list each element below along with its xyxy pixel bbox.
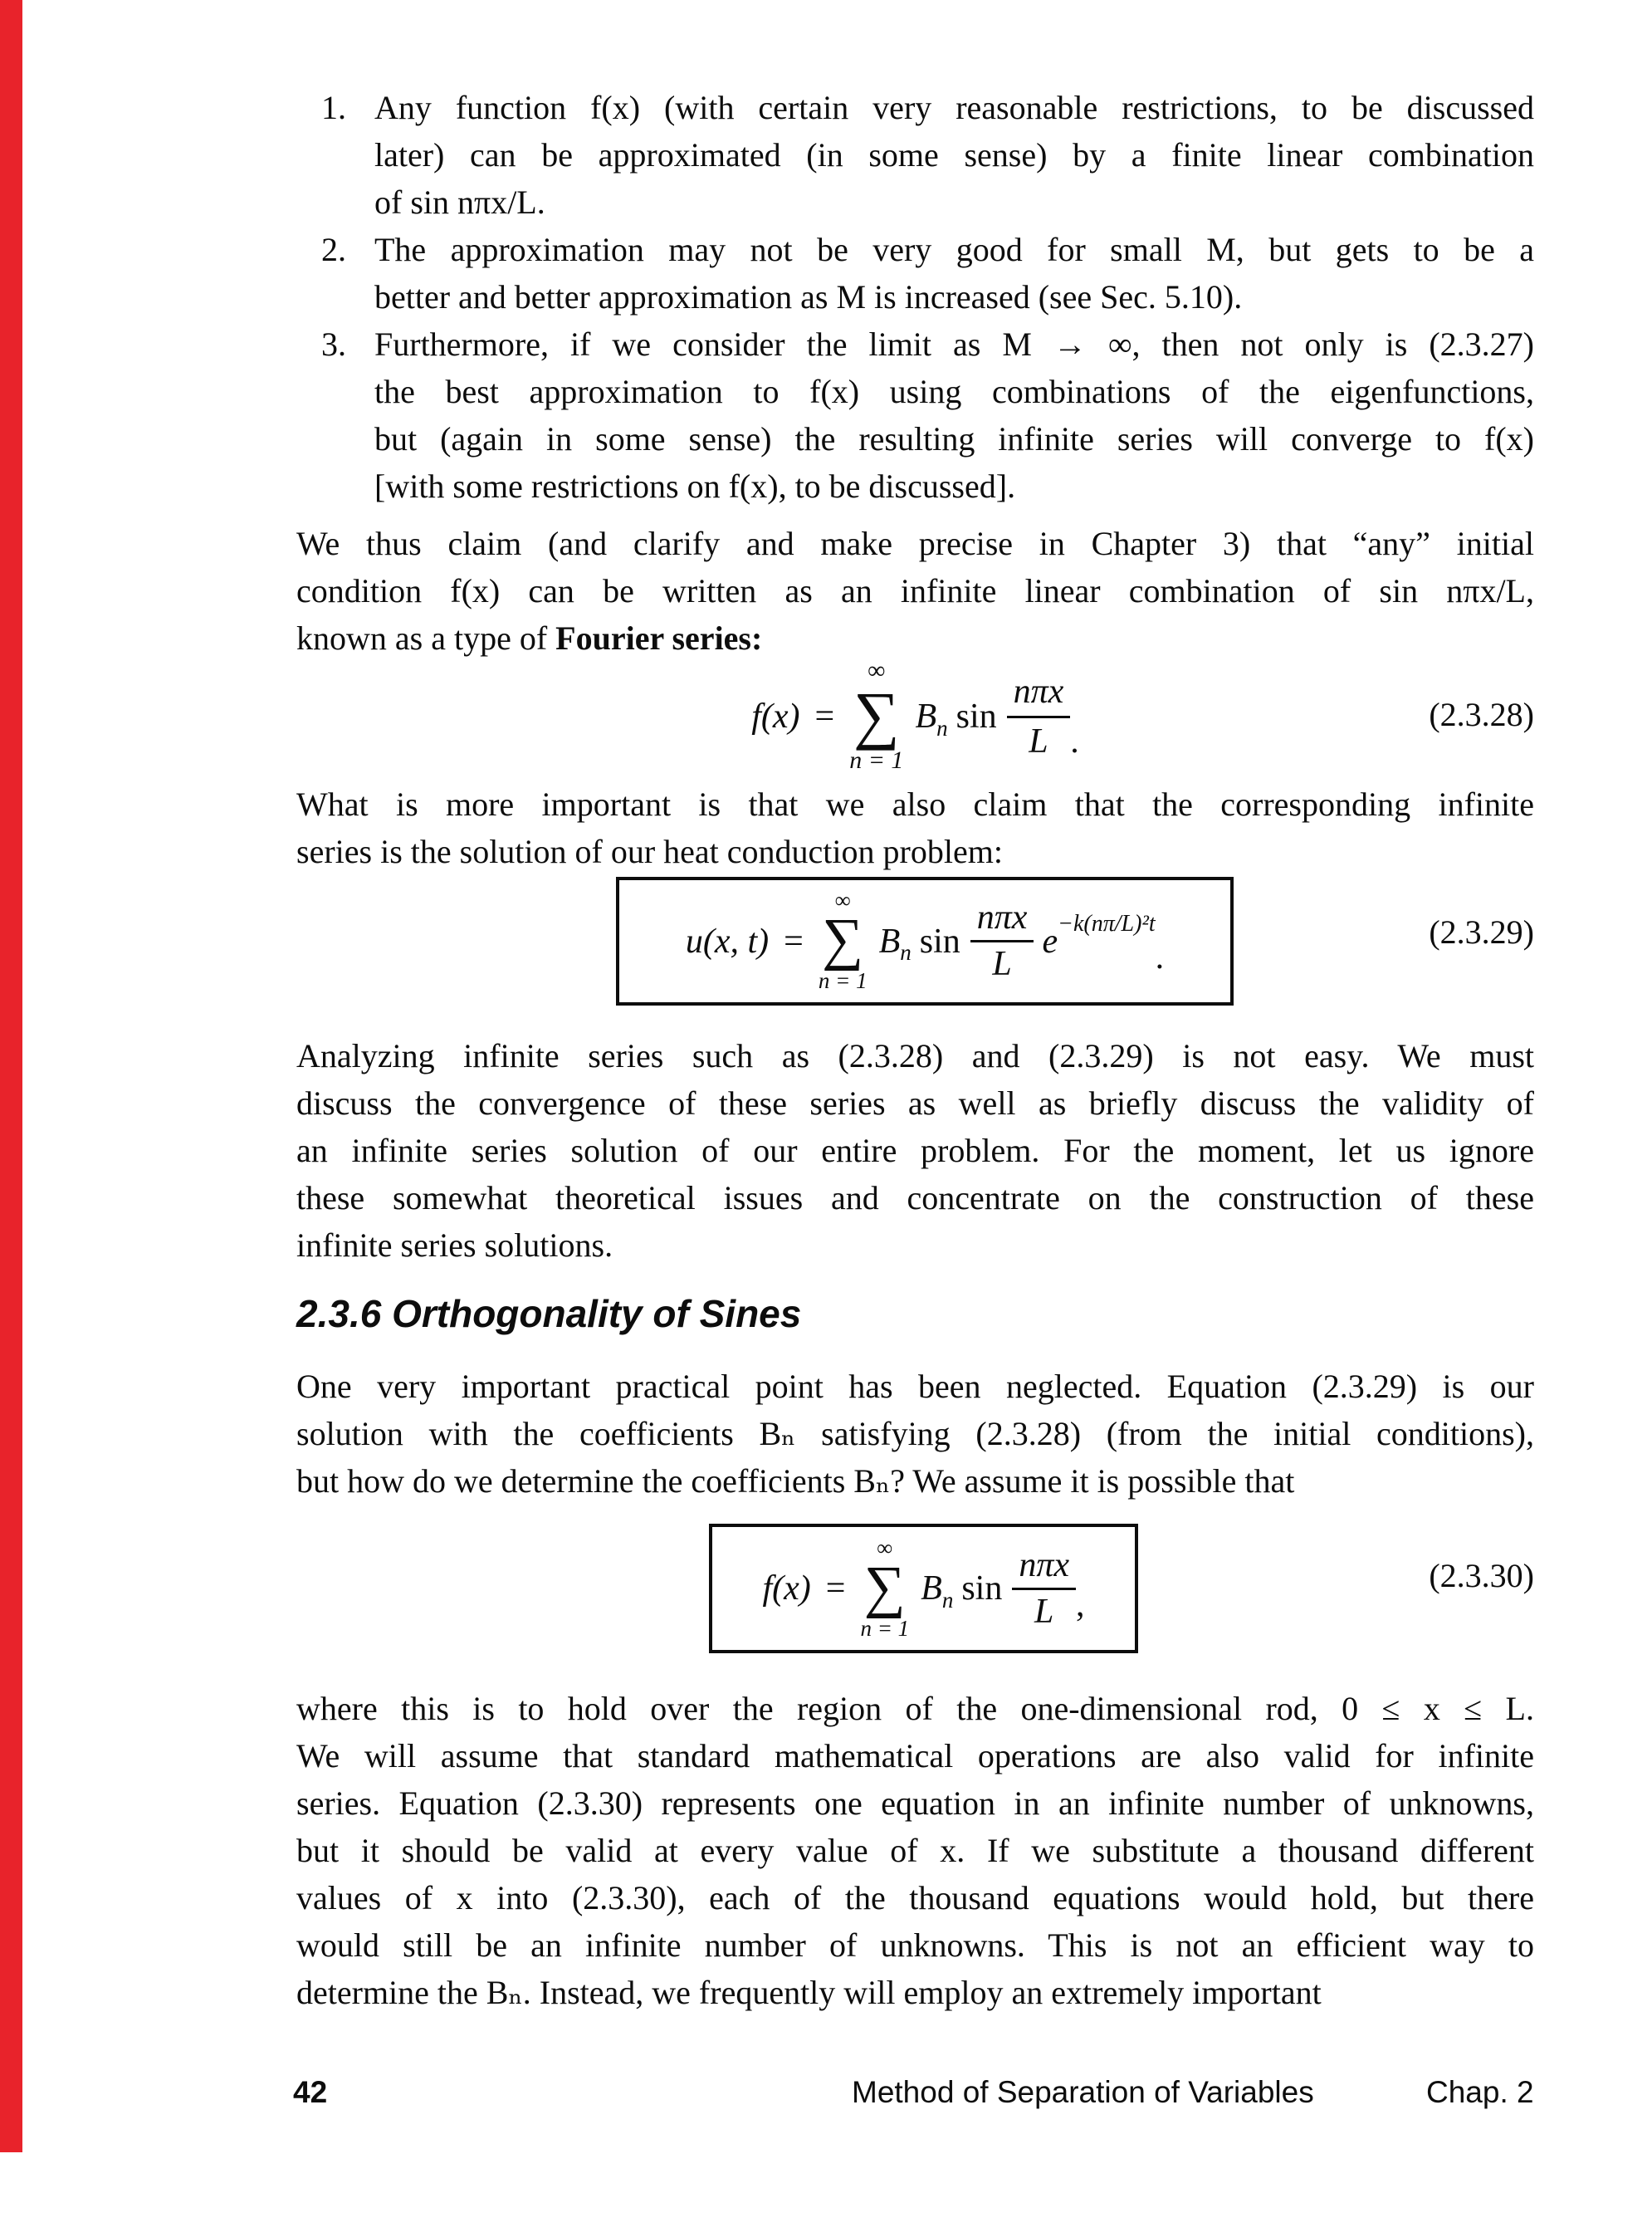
list-item-text — [374, 321, 1534, 510]
text-line: better and better approximation as M is increased (see Sec. 5.10). — [374, 278, 1243, 316]
text-line: discuss the convergence of these series as well as briefly discuss the validity of — [296, 1084, 1534, 1122]
lower-limit: n = 1 — [849, 746, 904, 774]
text-line: but (again in some sense) the resulting infinite series will converge to f(x) — [374, 420, 1534, 458]
fraction — [1007, 673, 1071, 761]
coefficient-subscript: n — [900, 940, 912, 965]
text-line: later) can be approximated (in some sense) by a finite linear combination — [374, 136, 1534, 174]
bold-term-fourier-series: Fourier series: — [555, 619, 763, 657]
exponential-factor — [1042, 910, 1156, 962]
chapter-label: Chap. 2 — [1426, 2075, 1534, 2109]
eq-lhs: f(x) — [751, 698, 800, 736]
sine-function: sin — [961, 1569, 1003, 1608]
sine-function: sin — [956, 698, 997, 736]
text-line: One very important practical point has been neglected. Equation (2.3.29) is our — [296, 1368, 1534, 1405]
summation-symbol — [819, 888, 868, 994]
sigma-glyph: ∑ — [853, 678, 900, 751]
fraction-denominator: L — [1034, 1592, 1054, 1631]
page-number: 42 — [293, 2075, 328, 2109]
infinity-limit: ∞ — [877, 1534, 893, 1560]
fraction-denominator: L — [992, 945, 1012, 983]
infinity-limit: ∞ — [834, 888, 851, 913]
text-line: We will assume that standard mathematical operations are also valid for infinite — [296, 1737, 1534, 1774]
equation-label-2-3-28: (2.3.28) — [1429, 696, 1534, 733]
fraction-numerator: nπx — [1012, 1548, 1076, 1590]
exponent: −k(nπ/L)²t — [1058, 910, 1156, 937]
list-item-2 — [296, 226, 1534, 321]
equals-sign: = — [814, 698, 835, 736]
text-line: What is more important is that we also claim that the corresponding infinite — [296, 786, 1534, 823]
list-item-1 — [296, 84, 1534, 226]
infinity-limit: ∞ — [868, 657, 886, 684]
list-item-3 — [296, 321, 1534, 510]
equals-sign: = — [825, 1569, 846, 1608]
sigma-glyph: ∑ — [822, 908, 864, 972]
text-line: series is the solution of our heat conduction problem: — [296, 833, 1003, 870]
fraction-numerator: nπx — [970, 900, 1034, 942]
text-line: We thus claim (and clarify and make precise in Chapter 3) that “any” initial — [296, 525, 1534, 562]
list-item-text — [374, 226, 1534, 321]
text-line: solution with the coefficients Bₙ satisfying (2.3.28) (from the initial conditions), — [296, 1415, 1534, 1452]
equation-punctuation: , — [1076, 1585, 1085, 1624]
text-line: The approximation may not be very good for small M, but gets to be a — [374, 231, 1534, 268]
text-line: [with some restrictions on f(x), to be discussed]. — [374, 467, 1016, 505]
text-line: Furthermore, if we consider the limit as M → ∞, then not only is (2.3.27) — [374, 326, 1534, 363]
equation-label-2-3-29: (2.3.29) — [1429, 913, 1534, 951]
coefficient-B: B — [915, 698, 937, 736]
equation-punctuation: . — [1070, 722, 1079, 761]
text-line: of sin nπx/L. — [374, 184, 545, 221]
text-line: but how do we determine the coefficients Bₙ? We assume it is possible that — [296, 1462, 1295, 1500]
eq-lhs: f(x) — [762, 1569, 811, 1608]
paragraph-rod-region — [296, 1685, 1534, 2016]
coefficient-B: B — [878, 922, 901, 961]
text-line: the best approximation to f(x) using combinations of the eigenfunctions, — [374, 373, 1534, 410]
text-line: would still be an infinite number of unknowns. This is not an efficient way to — [296, 1926, 1534, 1964]
section-heading-orthogonality: 2.3.6 Orthogonality of Sines — [296, 1292, 802, 1335]
red-edge-stripe — [0, 0, 22, 2152]
equation-label-2-3-30: (2.3.30) — [1429, 1557, 1534, 1594]
fraction-numerator: nπx — [1007, 673, 1071, 718]
boxed-equation-2-3-29 — [616, 877, 1234, 1006]
text-line: but it should be valid at every value of x. If we substitute a thousand different — [296, 1832, 1534, 1869]
text-line: Any function f(x) (with certain very reasonable restrictions, to be discussed — [374, 89, 1534, 126]
list-number: 1. — [321, 89, 346, 126]
list-number: 3. — [321, 326, 346, 363]
running-head: Method of Separation of Variables — [852, 2075, 1314, 2109]
list-number: 2. — [321, 231, 346, 268]
text-line: an infinite series solution of our entire problem. For the moment, let us ignore — [296, 1132, 1534, 1169]
fraction — [970, 900, 1034, 982]
text-line: series. Equation (2.3.30) represents one equation in an infinite number of unknowns, — [296, 1784, 1534, 1822]
coefficient-B: B — [921, 1569, 942, 1608]
text-segment: known as a type of — [296, 619, 556, 657]
text-line: determine the Bₙ. Instead, we frequently will employ an extremely important — [296, 1974, 1322, 2011]
coefficient-subscript: n — [936, 715, 948, 741]
paragraph-analyzing-series — [296, 1032, 1534, 1269]
text-line: infinite series solutions. — [296, 1226, 613, 1264]
lower-limit: n = 1 — [818, 968, 868, 993]
text-line: values of x into (2.3.30), each of the thousand equations would hold, but there — [296, 1879, 1534, 1916]
equation-2-3-30 — [762, 1536, 1084, 1642]
paragraph-series-solution — [296, 781, 1534, 875]
fraction-denominator: L — [1029, 722, 1048, 761]
eq-lhs: u(x, t) — [685, 922, 770, 961]
coefficient-subscript: n — [941, 1587, 954, 1613]
summation-symbol — [860, 1536, 909, 1642]
paragraph-practical-point — [296, 1363, 1534, 1505]
paragraph-fourier-claim — [296, 520, 1534, 662]
text-line: where this is to hold over the region of the one-dimensional rod, 0 ≤ x ≤ L. — [296, 1690, 1534, 1727]
list-item-text — [374, 84, 1534, 226]
e-base: e — [1042, 922, 1058, 961]
text-line: these somewhat theoretical issues and concentrate on the construction of these — [296, 1179, 1534, 1216]
lower-limit: n = 1 — [860, 1615, 910, 1641]
equation-2-3-29 — [686, 888, 1164, 994]
boxed-equation-2-3-30 — [709, 1524, 1138, 1653]
text-line: condition f(x) can be written as an infinite linear combination of sin nπx/L, — [296, 572, 1534, 609]
fraction — [1012, 1545, 1076, 1631]
sine-function: sin — [919, 922, 960, 961]
text-line: Analyzing infinite series such as (2.3.28) and (2.3.29) is not easy. We must — [296, 1037, 1534, 1074]
equation-punctuation: . — [1155, 938, 1165, 976]
summation-symbol — [849, 658, 903, 776]
equals-sign: = — [784, 922, 804, 961]
sigma-glyph: ∑ — [863, 1554, 906, 1619]
